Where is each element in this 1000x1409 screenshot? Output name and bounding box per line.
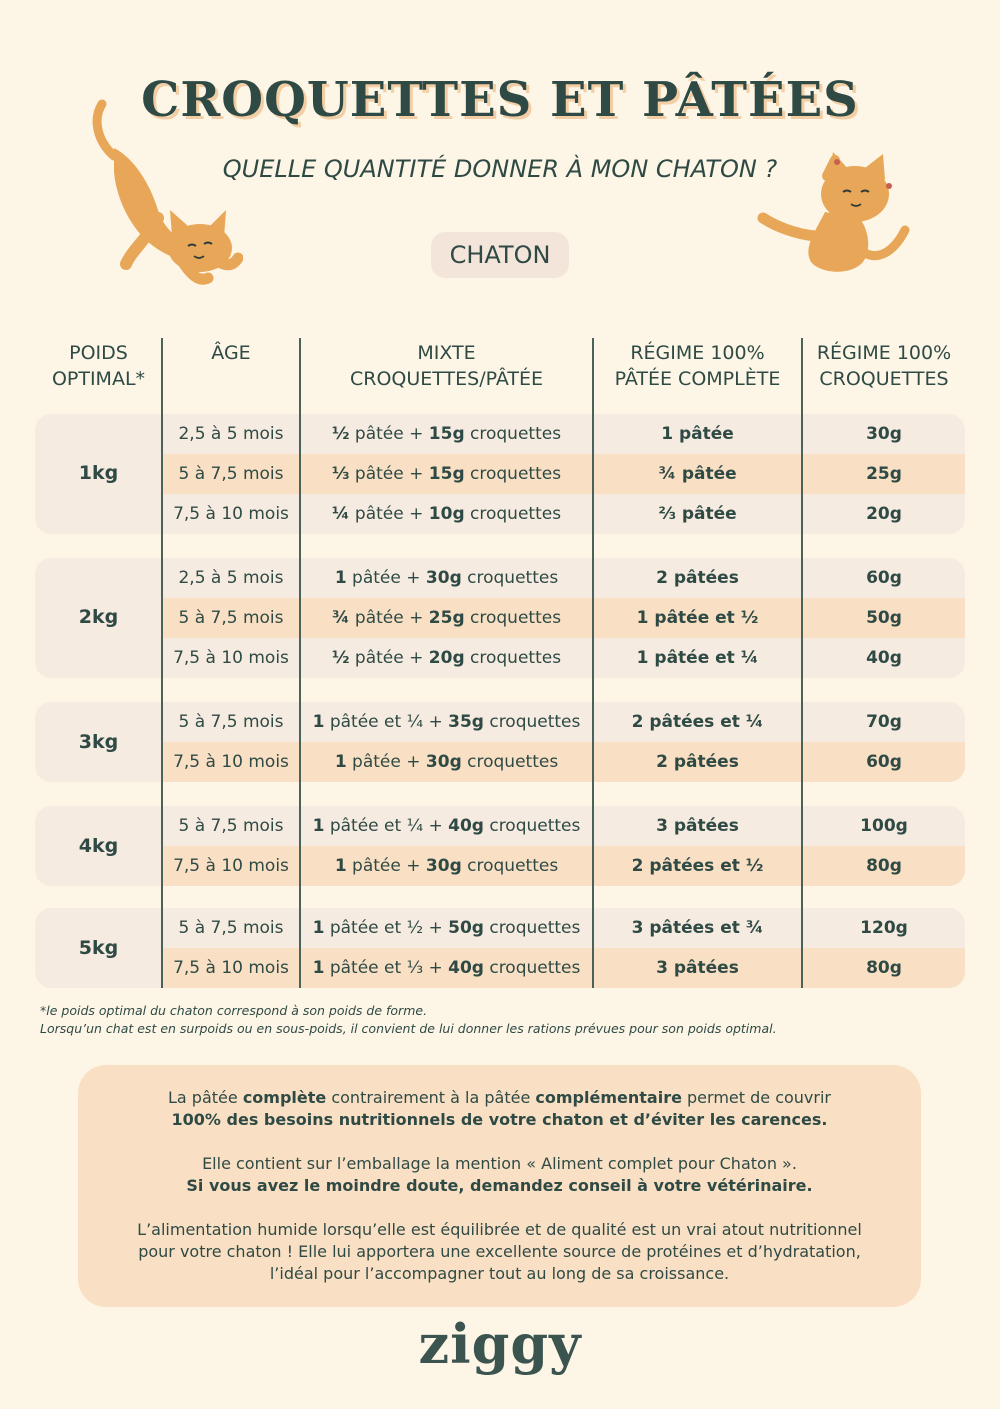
brand-logo: ziggy [418,1312,582,1376]
wet-food-cell: 2 pâtées [656,752,739,772]
wet-food-cell: 2 pâtées et ¼ [631,712,764,732]
mixed-cell: ½ pâtée + 20g croquettes [331,648,562,668]
wet-food-cell: 1 pâtée et ¼ [636,648,759,668]
wet-food-cell: 3 pâtées et ¾ [631,918,764,938]
wet-food-cell: 3 pâtées [656,958,739,978]
mixed-cell: 1 pâtée + 30g croquettes [334,568,559,588]
age-cell: 7,5 à 10 mois [173,958,289,978]
mixed-cell: 1 pâtée + 30g croquettes [334,752,559,772]
mixed-cell: ¼ pâtée + 10g croquettes [331,504,562,524]
info-paragraph: L’alimentation humide lorsqu’elle est équilibrée et de qualité est un vrai atout nutritionnel pour votre chaton ! Elle lui apportera une excellente source de protéines et d’hydratation, l’idéal pour l’accompagner tout au long de sa croissance. [137,1220,862,1283]
mixed-cell: ½ pâtée + 15g croquettes [331,424,562,444]
age-cell: 5 à 7,5 mois [178,816,284,836]
mixed-cell: ⅓ pâtée + 15g croquettes [331,464,562,484]
column-header-dry-food: RÉGIME 100% CROQUETTES [816,342,952,390]
mixed-cell: 1 pâtée et ¼ + 35g croquettes [312,712,581,732]
dry-food-cell: 120g [860,918,908,938]
column-header-wet-food: RÉGIME 100% PÂTÉE COMPLÈTE [614,342,781,390]
wet-food-cell: 1 pâtée et ½ [636,608,759,628]
age-cell: 5 à 7,5 mois [178,464,284,484]
age-cell: 5 à 7,5 mois [178,608,284,628]
dry-food-cell: 30g [866,424,902,444]
weight-label: 5kg [78,937,119,959]
age-cell: 7,5 à 10 mois [173,504,289,524]
category-badge: CHATON [431,232,569,278]
wet-food-cell: ¾ pâtée [658,464,737,484]
info-paragraph: La pâtée complète contrairement à la pâtée complémentaire permet de couvrir 100% des besoins nutritionnels de votre chaton et d’éviter les carences. [168,1088,831,1129]
wet-food-cell: 2 pâtées et ½ [631,856,764,876]
age-cell: 2,5 à 5 mois [178,424,284,444]
column-header-age: ÂGE [211,342,251,364]
weight-label: 1kg [78,462,119,484]
dry-food-cell: 50g [866,608,902,628]
age-cell: 7,5 à 10 mois [173,856,289,876]
dry-food-cell: 100g [860,816,908,836]
dry-food-cell: 70g [866,712,902,732]
column-header-weight: POIDS OPTIMAL* [51,342,146,390]
dry-food-cell: 60g [866,752,902,772]
mixed-cell: 1 pâtée et ½ + 50g croquettes [312,918,581,938]
dry-food-cell: 20g [866,504,902,524]
mixed-cell: 1 pâtée + 30g croquettes [334,856,559,876]
age-cell: 7,5 à 10 mois [173,648,289,668]
page-title: CROQUETTES ET PÂTÉES [141,72,859,128]
mixed-cell: 1 pâtée et ⅓ + 40g croquettes [312,958,581,978]
age-cell: 5 à 7,5 mois [178,712,284,732]
wet-food-cell: 3 pâtées [656,816,739,836]
dry-food-cell: 40g [866,648,902,668]
wet-food-cell: ⅔ pâtée [658,504,737,524]
age-cell: 5 à 7,5 mois [178,918,284,938]
age-cell: 7,5 à 10 mois [173,752,289,772]
age-cell: 2,5 à 5 mois [178,568,284,588]
page-subtitle: QUELLE QUANTITÉ DONNER À MON CHATON ? [222,155,778,183]
playing-cat-illustration [755,152,915,282]
mixed-cell: 1 pâtée et ¼ + 40g croquettes [312,816,581,836]
info-paragraph: Elle contient sur l’emballage la mention « Aliment complet pour Chaton ». Si vous avez le moindre doute, demandez conseil à votre vétérinaire. [186,1154,813,1195]
dry-food-cell: 60g [866,568,902,588]
dry-food-cell: 25g [866,464,902,484]
leaping-cat-illustration [88,98,243,288]
mixed-cell: ¾ pâtée + 25g croquettes [331,608,562,628]
info-box [78,1065,921,1307]
weight-label: 4kg [78,835,119,857]
footnote: *le poids optimal du chaton correspond à son poids de forme. Lorsqu’un chat est en surpoids ou en sous-poids, il convient de lui donner les rations prévues pour son poids optimal. [40,1003,777,1036]
dry-food-cell: 80g [866,958,902,978]
wet-food-cell: 2 pâtées [656,568,739,588]
weight-label: 2kg [78,606,119,628]
dry-food-cell: 80g [866,856,902,876]
weight-label: 3kg [78,731,119,753]
wet-food-cell: 1 pâtée [661,424,734,444]
column-header-mixed: MIXTE CROQUETTES/PÂTÉE [349,342,543,390]
